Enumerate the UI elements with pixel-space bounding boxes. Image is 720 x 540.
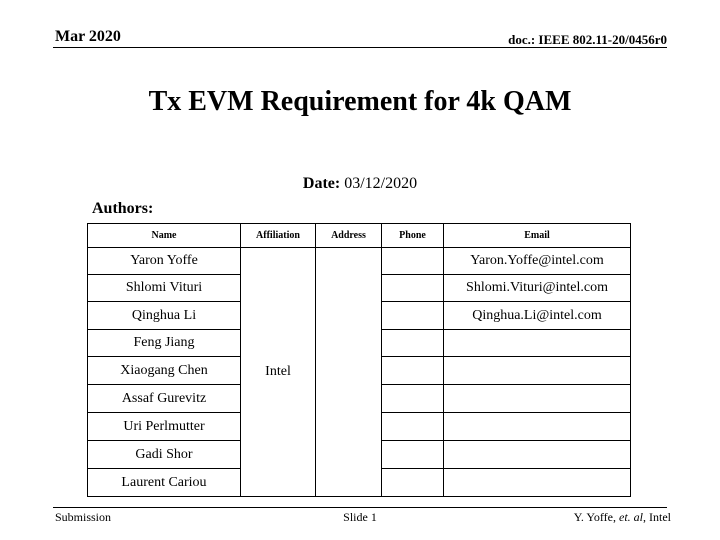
author-name: Assaf Gurevitz: [88, 385, 241, 413]
author-name: Uri Perlmutter: [88, 413, 241, 441]
footer-submission: Submission: [55, 510, 112, 524]
footer-slide-number: Slide 1: [343, 510, 377, 524]
author-email: [444, 385, 631, 413]
author-email: Qinghua.Li@intel.com: [444, 302, 631, 330]
authors-label: Authors:: [92, 200, 154, 217]
date-label: Date:: [302, 175, 341, 192]
header-divider: [53, 47, 667, 48]
affiliation-cell: Intel: [241, 248, 316, 497]
date-value: 03/12/2020: [344, 175, 418, 192]
col-header-name: Name: [88, 224, 241, 248]
footer-authors: [574, 510, 671, 525]
footer-author-etal: et. al: [619, 510, 643, 524]
phone-cell: [382, 330, 444, 357]
author-email: [444, 330, 631, 357]
phone-cell: [382, 413, 444, 441]
phone-cell: [382, 385, 444, 413]
author-name: Gadi Shor: [88, 441, 241, 469]
col-header-email: Email: [444, 224, 631, 248]
author-email: [444, 357, 631, 385]
address-cell: [316, 248, 382, 497]
footer-divider: [53, 507, 667, 508]
author-name: Xiaogang Chen: [88, 357, 241, 385]
author-name: Feng Jiang: [88, 330, 241, 357]
author-name: Qinghua Li: [88, 302, 241, 330]
footer-author-prefix: Y. Yoffe,: [573, 510, 619, 524]
author-name: Shlomi Vituri: [88, 275, 241, 302]
phone-cell: [382, 275, 444, 302]
table-header-row: [88, 224, 631, 248]
date-line: [0, 175, 720, 193]
col-header-phone: Phone: [382, 224, 444, 248]
author-email: [444, 413, 631, 441]
header-date: Mar 2020: [55, 28, 121, 45]
author-name: Laurent Cariou: [88, 469, 241, 497]
phone-cell: [382, 248, 444, 275]
author-email: Yaron.Yoffe@intel.com: [444, 248, 631, 275]
phone-cell: [382, 469, 444, 497]
author-name: Yaron Yoffe: [88, 248, 241, 275]
author-email: Shlomi.Vituri@intel.com: [444, 275, 631, 302]
table-row: [88, 248, 631, 275]
author-email: [444, 441, 631, 469]
slide-title: Tx EVM Requirement for 4k QAM: [148, 86, 572, 117]
header-doc-id: doc.: IEEE 802.11-20/0456r0: [508, 32, 667, 47]
footer-author-suffix: , Intel: [643, 510, 671, 524]
col-header-affiliation: Affiliation: [241, 224, 316, 248]
phone-cell: [382, 441, 444, 469]
authors-table: [87, 223, 631, 497]
author-email: [444, 469, 631, 497]
phone-cell: [382, 357, 444, 385]
phone-cell: [382, 302, 444, 330]
col-header-address: Address: [316, 224, 382, 248]
